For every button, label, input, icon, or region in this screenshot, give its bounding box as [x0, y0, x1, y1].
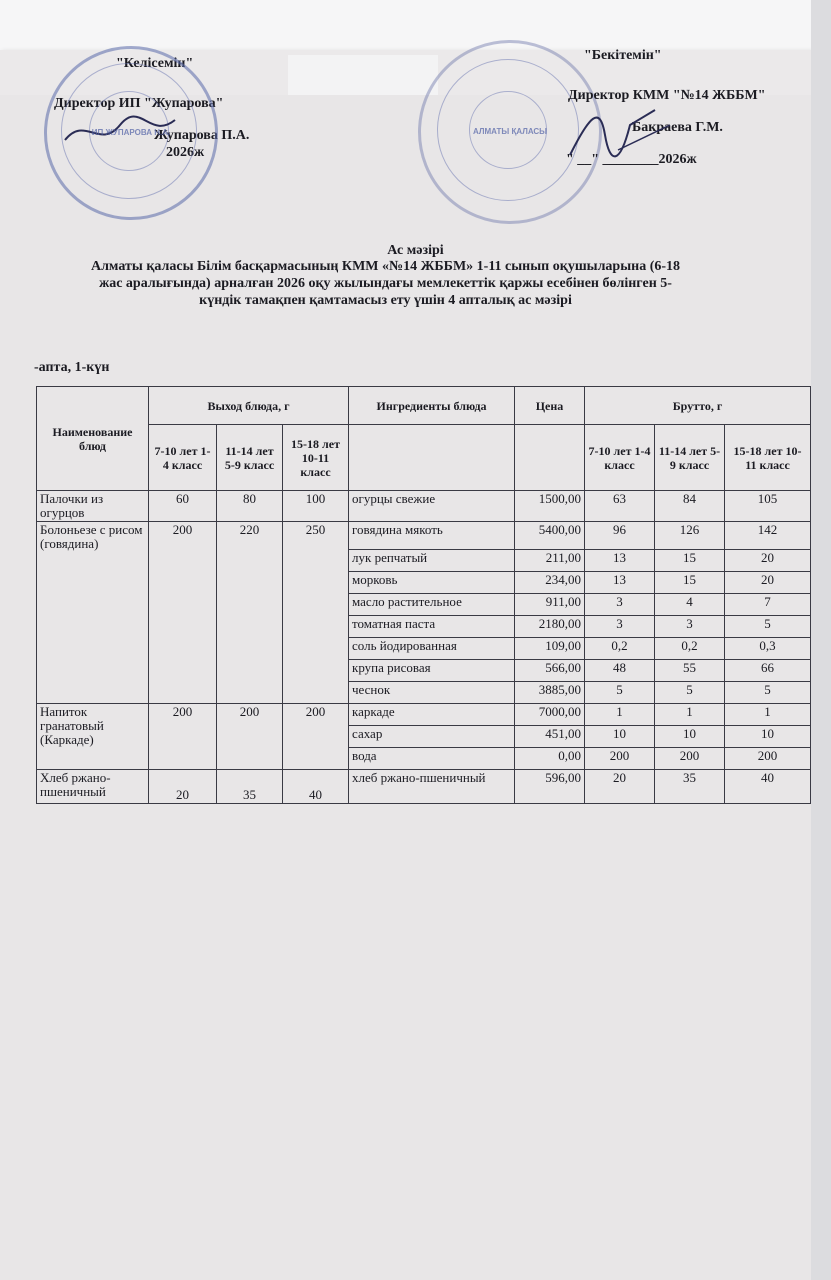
gross-7-10: 5	[585, 682, 655, 704]
ingredient: томатная паста	[349, 616, 515, 638]
header-gross-age-11-14: 11-14 лет 5-9 класс	[655, 425, 725, 491]
gross-7-10: 48	[585, 660, 655, 682]
gross-11-14: 35	[655, 770, 725, 804]
document-title: Ас мәзірі	[387, 243, 444, 258]
price: 451,00	[515, 726, 585, 748]
background-right-edge	[811, 0, 831, 1280]
gross-15-18: 1	[725, 704, 811, 726]
agree-label: "Келісемін"	[116, 56, 194, 71]
header-ingredients: Ингредиенты блюда	[349, 387, 515, 425]
ingredient: вода	[349, 748, 515, 770]
gross-7-10: 96	[585, 522, 655, 550]
dish-name: Хлеб ржано-пшеничный	[37, 770, 149, 804]
table-row	[37, 522, 811, 550]
header-output-age-11-14: 11-14 лет 5-9 класс	[217, 425, 283, 491]
gross-7-10: 200	[585, 748, 655, 770]
ingredient: говядина мякоть	[349, 522, 515, 550]
right-position: Директор КММ "№14 ЖББМ"	[568, 88, 766, 103]
ingredient: каркаде	[349, 704, 515, 726]
ingredient: крупа рисовая	[349, 660, 515, 682]
gross-15-18: 20	[725, 572, 811, 594]
approve-label: "Бекітемін"	[584, 48, 662, 63]
price: 109,00	[515, 638, 585, 660]
gross-11-14: 0,2	[655, 638, 725, 660]
ingredient: огурцы свежие	[349, 491, 515, 522]
gross-11-14: 200	[655, 748, 725, 770]
price: 911,00	[515, 594, 585, 616]
right-date-line: " __" ________2026ж	[566, 152, 697, 167]
ingredient: лук репчатый	[349, 550, 515, 572]
gross-15-18: 40	[725, 770, 811, 804]
price: 7000,00	[515, 704, 585, 726]
ingredient: соль йодированная	[349, 638, 515, 660]
ingredient: чеснок	[349, 682, 515, 704]
right-stamp-text: АЛМАТЫ ҚАЛАСЫ	[472, 127, 548, 136]
gross-7-10: 13	[585, 550, 655, 572]
gross-11-14: 15	[655, 550, 725, 572]
gross-15-18: 105	[725, 491, 811, 522]
price: 1500,00	[515, 491, 585, 522]
gross-7-10: 10	[585, 726, 655, 748]
header-empty-ingredients	[349, 425, 515, 491]
gross-15-18: 200	[725, 748, 811, 770]
table-row	[37, 704, 811, 726]
table-row	[37, 770, 811, 804]
left-stamp-text: ИП ЖУПАРОВА Н.А.	[91, 128, 171, 137]
gross-15-18: 5	[725, 616, 811, 638]
left-position: Директор ИП "Жупарова"	[54, 96, 224, 111]
gross-7-10: 13	[585, 572, 655, 594]
output-11-14: 200	[217, 704, 283, 770]
header-empty-price	[515, 425, 585, 491]
gross-11-14: 84	[655, 491, 725, 522]
gross-15-18: 20	[725, 550, 811, 572]
output-11-14: 220	[217, 522, 283, 704]
output-15-18: 250	[283, 522, 349, 704]
price: 596,00	[515, 770, 585, 804]
gross-11-14: 10	[655, 726, 725, 748]
gross-11-14: 55	[655, 660, 725, 682]
gross-15-18: 5	[725, 682, 811, 704]
ingredient: морковь	[349, 572, 515, 594]
output-11-14: 80	[217, 491, 283, 522]
table-row	[37, 491, 811, 522]
gross-15-18: 10	[725, 726, 811, 748]
right-signatory-name: Бакраева Г.М.	[632, 120, 723, 135]
header-gross-age-7-10: 7-10 лет 1-4 класс	[585, 425, 655, 491]
menu-table	[36, 386, 811, 804]
price: 566,00	[515, 660, 585, 682]
right-signature	[560, 95, 680, 170]
gross-7-10: 63	[585, 491, 655, 522]
title-line-2: Алматы қаласы Білім басқармасының КММ «№14 ЖББМ» 1-11 сынып оқушыларына (6-18	[90, 259, 681, 274]
left-year: 2026ж	[166, 145, 205, 160]
gross-11-14: 15	[655, 572, 725, 594]
ingredient: сахар	[349, 726, 515, 748]
output-7-10: 20	[149, 770, 217, 804]
title-line-4: күндік тамақпен қамтамасыз ету үшін 4 апталық ас мәзірі	[199, 293, 572, 308]
title-line-3: жас аралығында) арналған 2026 оқу жылындағы мемлекеттік қаржы есебінен бөлінген 5-	[99, 276, 672, 291]
gross-7-10: 3	[585, 594, 655, 616]
gross-11-14: 4	[655, 594, 725, 616]
header-gross: Брутто, г	[585, 387, 811, 425]
ingredient: масло растительное	[349, 594, 515, 616]
output-7-10: 60	[149, 491, 217, 522]
gross-11-14: 1	[655, 704, 725, 726]
gross-11-14: 5	[655, 682, 725, 704]
price: 2180,00	[515, 616, 585, 638]
gross-7-10: 0,2	[585, 638, 655, 660]
header-price: Цена	[515, 387, 585, 425]
output-7-10: 200	[149, 522, 217, 704]
dish-name: Напиток гранатовый (Каркаде)	[37, 704, 149, 770]
header-gross-age-15-18: 15-18 лет 10-11 класс	[725, 425, 811, 491]
dish-name: Палочки из огурцов	[37, 491, 149, 522]
gross-15-18: 0,3	[725, 638, 811, 660]
output-11-14: 35	[217, 770, 283, 804]
ingredient: хлеб ржано-пшеничный	[349, 770, 515, 804]
week-day-label: -апта, 1-күн	[34, 360, 110, 375]
gross-11-14: 126	[655, 522, 725, 550]
price: 211,00	[515, 550, 585, 572]
price: 5400,00	[515, 522, 585, 550]
gross-15-18: 7	[725, 594, 811, 616]
header-output-age-15-18: 15-18 лет 10-11 класс	[283, 425, 349, 491]
price: 234,00	[515, 572, 585, 594]
gross-11-14: 3	[655, 616, 725, 638]
left-signatory-name: Жупарова П.А.	[154, 128, 250, 143]
gross-7-10: 20	[585, 770, 655, 804]
output-15-18: 200	[283, 704, 349, 770]
gross-7-10: 1	[585, 704, 655, 726]
output-15-18: 100	[283, 491, 349, 522]
price: 3885,00	[515, 682, 585, 704]
gross-15-18: 142	[725, 522, 811, 550]
header-output-age-7-10: 7-10 лет 1-4 класс	[149, 425, 217, 491]
gross-15-18: 66	[725, 660, 811, 682]
output-15-18: 40	[283, 770, 349, 804]
output-7-10: 200	[149, 704, 217, 770]
gross-7-10: 3	[585, 616, 655, 638]
header-dish-name: Наименование блюд	[37, 387, 149, 491]
price: 0,00	[515, 748, 585, 770]
dish-name: Болоньезе с рисом (говядина)	[37, 522, 149, 704]
header-output: Выход блюда, г	[149, 387, 349, 425]
